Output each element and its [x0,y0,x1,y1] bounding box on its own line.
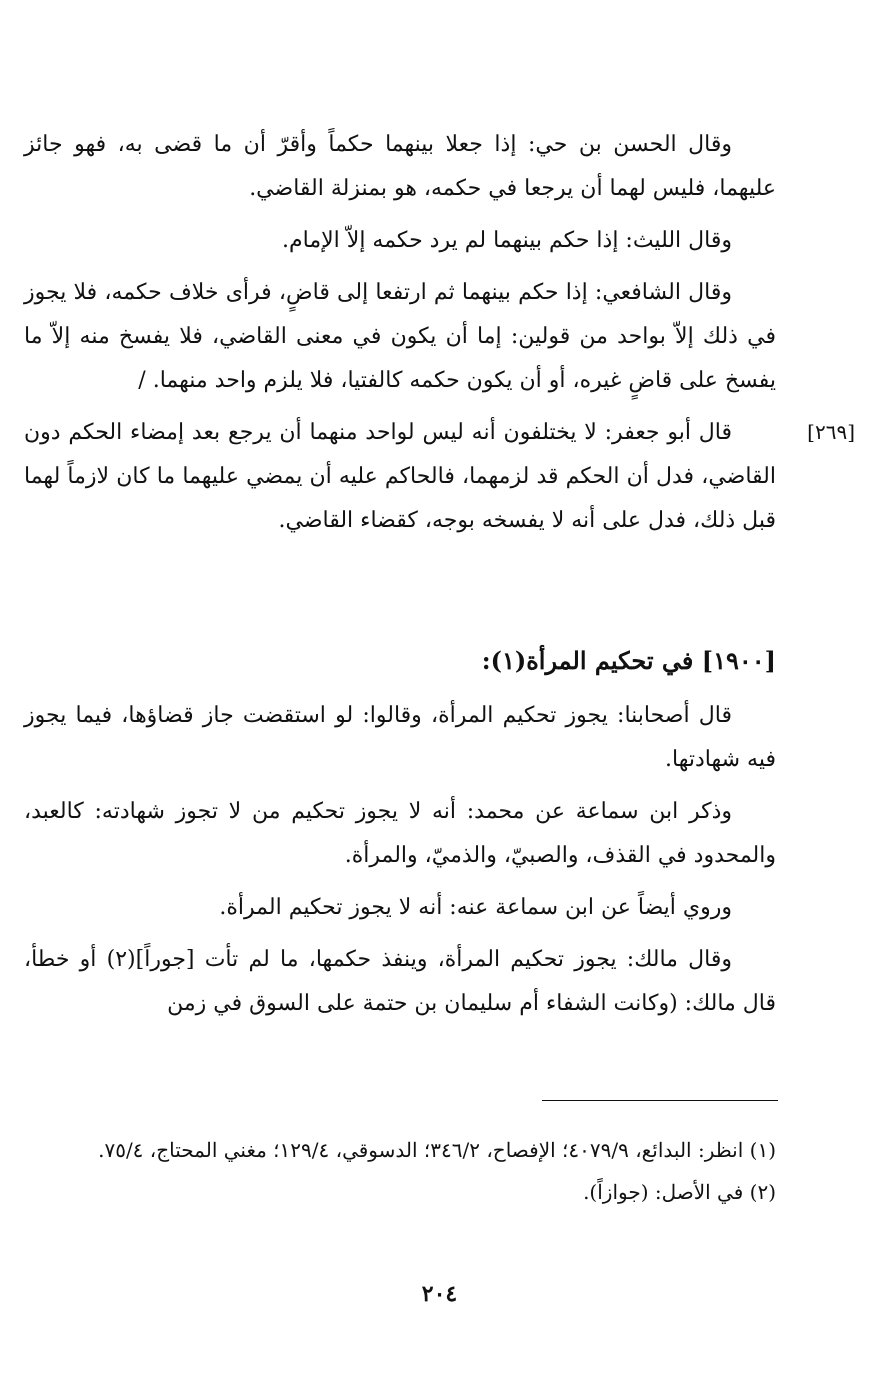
paragraph-hasan-bin-hayy: وقال الحسن بن حي: إذا جعلا بينهما حكماً وأقرّ أن ما قضى به، فهو جائز عليهما، فليس لهما أن يرجعا في حكمه، هو بمنزلة القاضي. [24,132,776,201]
section-heading: [١٩٠٠] في تحكيم المرأة(١): [481,646,776,675]
main-text-bottom [24,694,776,1034]
paragraph-ibn-samaah: وذكر ابن سماعة عن محمد: أنه لا يجوز تحكيم من لا تجوز شهادته: كالعبد، والمحدود في القذف، والصبيّ، والذميّ، والمرأة. [24,799,776,868]
footnote-1: (١) انظر: البدائع، ٤٠٧٩/٩؛ الإفصاح، ٣٤٦/٢؛ الدسوقي، ١٢٩/٤؛ مغني المحتاج، ٧٥/٤. [98,1138,776,1162]
footnotes [24,1133,776,1217]
paragraph-abu-jafar: قال أبو جعفر: لا يختلفون أنه ليس لواحد منهما أن يرجع بعد إمضاء الحكم دون القاضي، فدل أن الحكم قد لزمهما، فالحاكم عليه أن يمضي عليهما ما كان لازماً لهما قبل ذلك، فدل على أنه لا يفسخه بوجه، كقضاء القاضي. [24,420,776,533]
paragraph-layth: وقال الليث: إذا حكم بينهما لم يرد حكمه إلاّ الإمام. [282,228,732,253]
page-number: ٢٠٤ [421,1281,458,1307]
marginal-page-reference: [٢٦٩] [807,420,855,444]
main-text-top [24,123,776,551]
paragraph-ibn-samaah-variant: وروي أيضاً عن ابن سماعة عنه: أنه لا يجوز تحكيم المرأة. [219,895,732,920]
paragraph-malik: وقال مالك: يجوز تحكيم المرأة، وينفذ حكمها، ما لم تأت [جوراً](٢) أو خطأ، قال مالك: (وكانت الشفاء أم سليمان بن حتمة على السوق في زمن [24,947,776,1016]
paragraph-ashabuna: قال أصحابنا: يجوز تحكيم المرأة، وقالوا: لو استقضت جاز قضاؤها، فيما يجوز فيه شهادتها. [24,703,776,772]
footnote-separator [542,1100,778,1101]
footnote-2: (٢) في الأصل: (جوازاً). [583,1180,776,1204]
paragraph-shafii: وقال الشافعي: إذا حكم بينهما ثم ارتفعا إلى قاضٍ، فرأى خلاف حكمه، فلا يجوز في ذلك إلاّ بواحد من قولين: إما أن يكون في معنى القاضي، فلا يفسخ منه إلاّ ما يفسخ على قاضٍ غيره، أو أن يكون حكمه كالفتيا، فلا يلزم واحد منهما. / [24,280,776,393]
